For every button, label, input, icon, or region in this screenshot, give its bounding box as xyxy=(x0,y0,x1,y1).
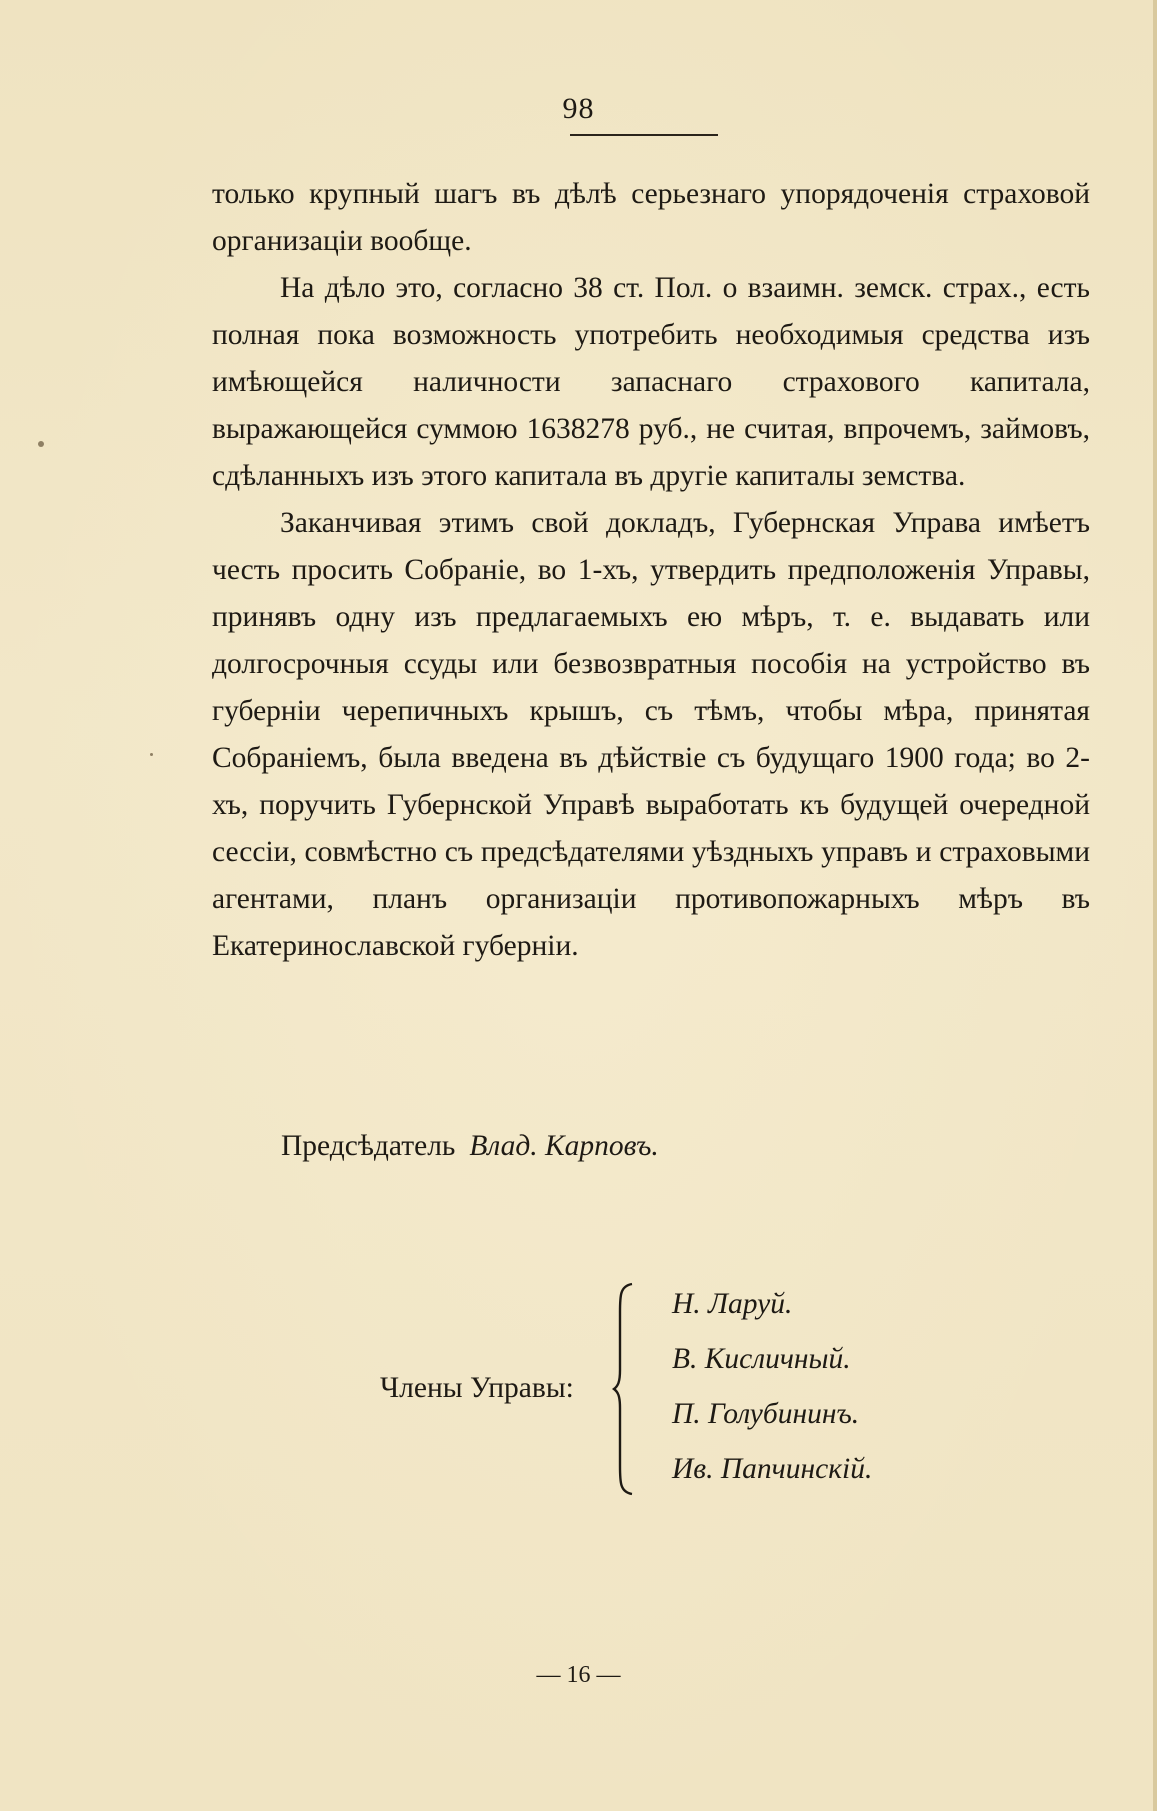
page-edge xyxy=(1153,0,1157,1811)
paper-speck xyxy=(150,753,153,756)
member-name: Н. Ларуй. xyxy=(672,1288,793,1320)
chairman-title: Предсѣдатель xyxy=(281,1130,456,1162)
sheet-number: — 16 — xyxy=(536,1662,621,1688)
chairman-name: Влад. Карповъ. xyxy=(469,1130,659,1162)
body-text xyxy=(212,171,1090,970)
members-list xyxy=(672,1277,872,1497)
members-label: Члены Управы: xyxy=(380,1372,574,1404)
member-name: П. Голубининъ. xyxy=(672,1398,860,1430)
page-number-rule xyxy=(570,134,718,136)
paper-speck xyxy=(38,441,44,447)
paragraph-funds: На дѣло это, согласно 38 ст. Пол. о взаимн. земск. страх., есть полная пока возможность употребить необходимыя средства изъ имѣющейся наличности запаснаго страхового капитала, выражающейся суммою 1638278 руб., не считая, впрочемъ, займовъ, сдѣланныхъ изъ этого капитала въ другіе капиталы земства. xyxy=(212,272,1090,492)
paragraph-continuation: только крупный шагъ въ дѣлѣ серьезнаго упорядоченія страховой организаціи вообще. xyxy=(212,178,1090,257)
member-name: Ив. Папчинскій. xyxy=(672,1453,873,1485)
page-number: 98 xyxy=(562,92,595,125)
paragraph-conclusion: Заканчивая этимъ свой докладъ, Губернская Управа имѣетъ честь просить Собраніе, во 1-хъ, утвердить предположенія Управы, принявъ одну изъ предлагаемыхъ ею мѣръ, т. е. выдавать или долгосрочныя ссуды или безвозвратныя пособія на устройство въ губерніи черепичныхъ крышъ, съ тѣмъ, чтобы мѣра, принятая Собраніемъ, была введена въ дѣйствіе съ будущаго 1900 года; во 2-хъ, поручить Губернской Управѣ выработать къ будущей очередной сессіи, совмѣстно съ предсѣдателями уѣздныхъ управъ и страховыми агентами, планъ организаціи противопожарныхъ мѣръ въ Екатеринославской губерніи. xyxy=(212,507,1090,962)
members-brace xyxy=(612,1282,636,1496)
member-name: В. Кисличный. xyxy=(672,1343,851,1375)
chairman-signature xyxy=(281,1126,659,1166)
